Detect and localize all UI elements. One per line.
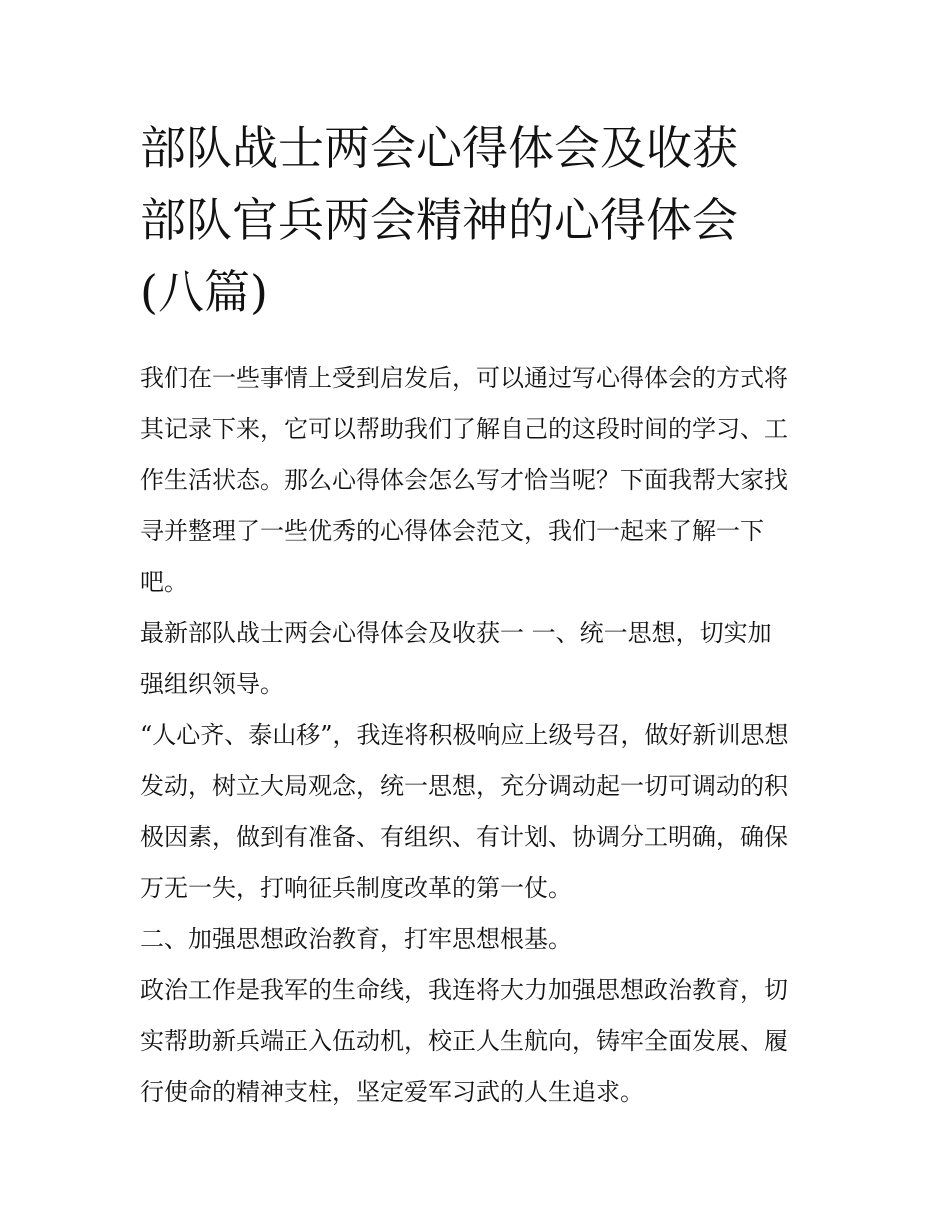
text-line: 政治工作是我军的生命线，我连将大力加强思想政治教育，切: [140, 976, 788, 1004]
document-title: [140, 112, 820, 328]
section-two-heading-paragraph: [140, 914, 820, 965]
section-one-heading-paragraph: [140, 608, 820, 710]
document-body: [140, 353, 820, 1118]
section-two-body-paragraph: [140, 965, 820, 1118]
title-line: (八篇): [140, 265, 268, 319]
text-line: 强组织领导。: [140, 670, 284, 698]
text-line: “人心齐、泰山移”，我连将积极响应上级号召，做好新训思想: [140, 721, 789, 749]
intro-paragraph: [140, 353, 820, 608]
text-line: 行使命的精神支柱，坚定爱军习武的人生追求。: [140, 1078, 644, 1106]
title-line: 部队官兵两会精神的心得体会: [140, 193, 738, 247]
text-line: 实帮助新兵端正入伍动机，校正人生航向，铸牢全面发展、履: [140, 1027, 788, 1055]
text-line: 万无一失，打响征兵制度改革的第一仗。: [140, 874, 572, 902]
text-line: 寻并整理了一些优秀的心得体会范文，我们一起来了解一下: [140, 517, 764, 545]
title-line: 部队战士两会心得体会及收获: [140, 121, 738, 175]
text-line: 吧。: [140, 568, 188, 596]
text-line: 最新部队战士两会心得体会及收获一 一、统一思想，切实加: [140, 619, 772, 647]
text-line: 作生活状态。那么心得体会怎么写才恰当呢？下面我帮大家找: [140, 466, 788, 494]
text-line: 发动，树立大局观念，统一思想，充分调动起一切可调动的积: [140, 772, 788, 800]
text-line: 其记录下来，它可以帮助我们了解自己的这段时间的学习、工: [140, 415, 788, 443]
section-one-body-paragraph: [140, 710, 820, 914]
text-line: 二、加强思想政治教育，打牢思想根基。: [140, 925, 572, 953]
text-line: 我们在一些事情上受到启发后，可以通过写心得体会的方式将: [140, 364, 788, 392]
text-line: 极因素，做到有准备、有组织、有计划、协调分工明确，确保: [140, 823, 788, 851]
